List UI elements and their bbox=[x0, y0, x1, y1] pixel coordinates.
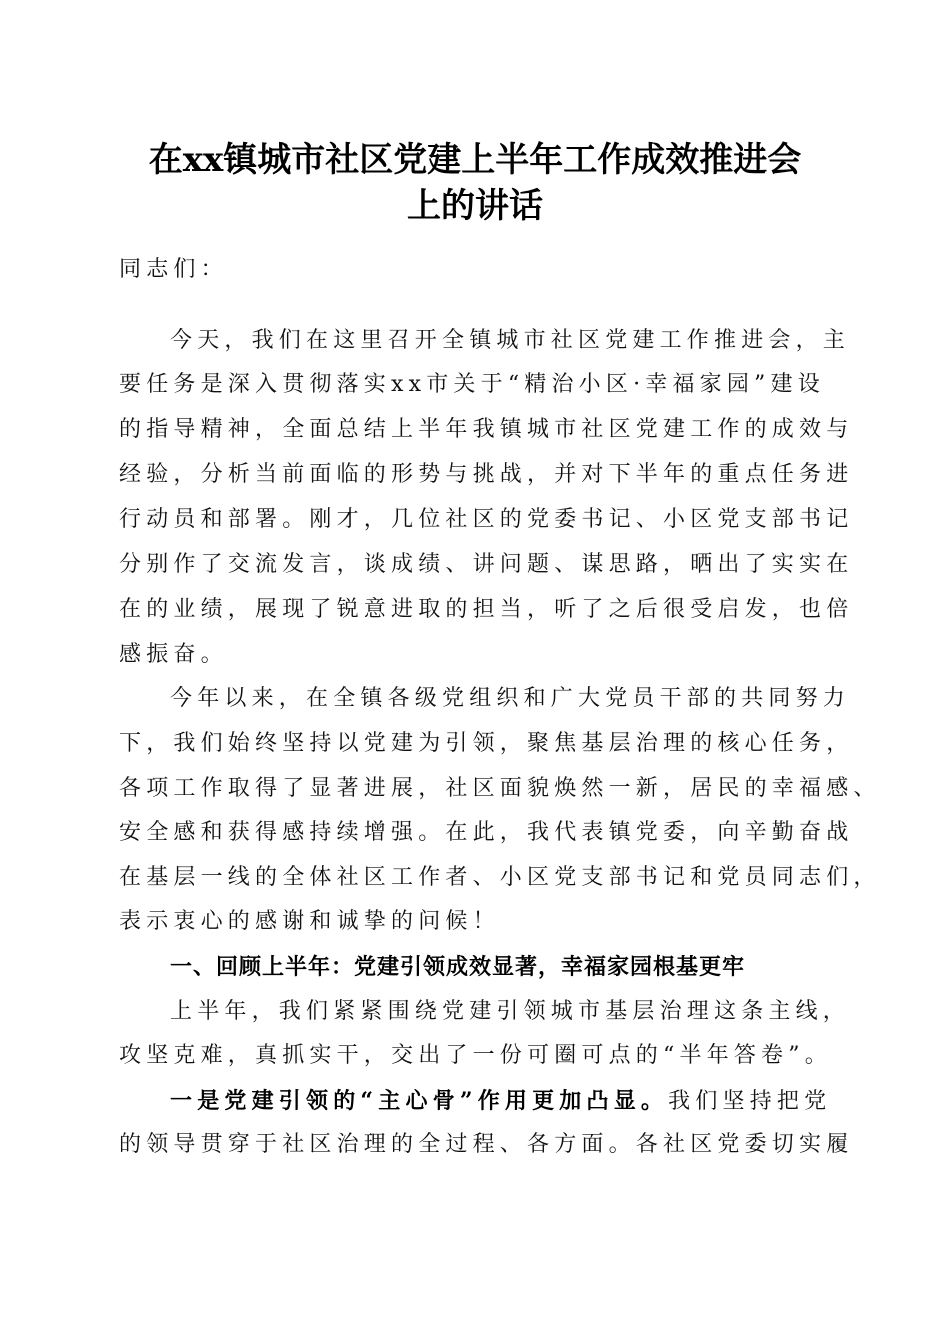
paragraph-line: 今天，我们在这里召开全镇城市社区党建工作推进会，主 bbox=[170, 328, 851, 353]
paragraph-line: 下，我们始终坚持以党建为引领，聚焦基层治理的核心任务， bbox=[119, 731, 854, 756]
paragraph-line: 要任务是深入贯彻落实xx市关于“精治小区·幸福家园”建设 bbox=[119, 372, 825, 397]
point-one-lead: 一是党建引领的“主心骨”作用更加凸显。 bbox=[170, 1088, 669, 1114]
paragraph-line: 在基层一线的全体社区工作者、小区党支部书记和党员同志们， bbox=[119, 865, 881, 890]
paragraph-line: 分别作了交流发言，谈成绩、讲问题、谋思路，晒出了实实在 bbox=[119, 552, 854, 577]
paragraph-line: 的指导精神，全面总结上半年我镇城市社区党建工作的成效与 bbox=[119, 417, 854, 442]
point-one-text: 我们坚持把党 bbox=[668, 1089, 832, 1114]
paragraph-line: 上半年，我们紧紧围绕党建引领城市基层治理这条主线， bbox=[170, 999, 851, 1024]
paragraph-line: 行动员和部署。刚才，几位社区的党委书记、小区党支部书记 bbox=[119, 507, 854, 532]
document-title-line-1: 在xx镇城市社区党建上半年工作成效推进会 bbox=[148, 140, 802, 180]
paragraph-line: 经验，分析当前面临的形势与挑战，并对下半年的重点任务进 bbox=[119, 462, 854, 487]
paragraph-line: 今年以来，在全镇各级党组织和广大党员干部的共同努力 bbox=[170, 686, 851, 711]
paragraph-line: 感振奋。 bbox=[119, 642, 228, 667]
document-title-line-2: 上的讲话 bbox=[407, 186, 543, 226]
section-heading: 一、回顾上半年：党建引领成效显著，幸福家园根基更牢 bbox=[170, 955, 746, 980]
paragraph-line: 表示衷心的感谢和诚挚的问候！ bbox=[119, 909, 500, 934]
paragraph-line bbox=[170, 1086, 890, 1117]
paragraph-line: 各项工作取得了显著进展，社区面貌焕然一新，居民的幸福感、 bbox=[119, 776, 881, 801]
paragraph-line: 安全感和获得感持续增强。在此，我代表镇党委，向辛勤奋战 bbox=[119, 820, 854, 845]
paragraph-line: 的领导贯穿于社区治理的全过程、各方面。各社区党委切实履 bbox=[119, 1132, 854, 1157]
paragraph-line: 攻坚克难，真抓实干，交出了一份可圈可点的“半年答卷”。 bbox=[119, 1043, 832, 1068]
paragraph-line: 在的业绩，展现了锐意进取的担当，听了之后很受启发，也倍 bbox=[119, 597, 854, 622]
salutation: 同志们： bbox=[119, 257, 228, 282]
